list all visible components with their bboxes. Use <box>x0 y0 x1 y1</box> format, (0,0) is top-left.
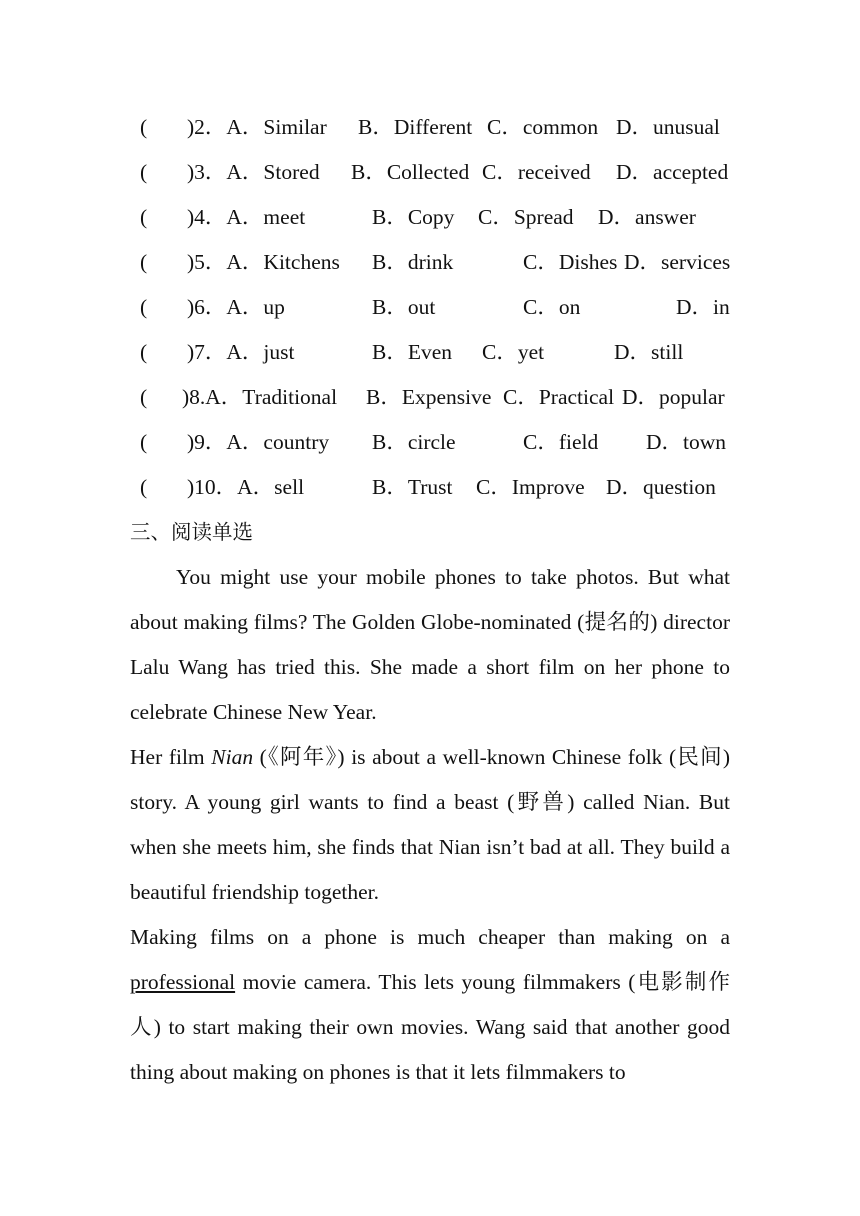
section-heading: 三、阅读单选 <box>130 520 253 544</box>
question-option-d: D．in <box>676 295 730 319</box>
question-option-b: B．Expensive <box>366 385 492 409</box>
question-option-b: B．Different <box>358 115 473 139</box>
question-line <box>130 195 730 240</box>
question-option-c: C．common <box>487 115 599 139</box>
question-line <box>130 375 730 420</box>
question-option-a: )4．A．meet <box>187 205 306 229</box>
question-option-c: C．Spread <box>478 205 574 229</box>
question-option-b: B．circle <box>372 430 456 454</box>
question-line <box>130 105 730 150</box>
question-option-a: )7．A．just <box>187 340 295 364</box>
question-option-d: D．question <box>606 475 716 499</box>
answer-paren: ( <box>140 430 148 454</box>
film-title: Nian <box>211 745 254 769</box>
question-option-a: )3．A．Stored <box>187 160 320 184</box>
question-option-d: D．still <box>614 340 684 364</box>
answer-paren: ( <box>140 115 148 139</box>
passage-text: movie camera. This lets young filmmakers (电影制作人) to start making their own movies. Wang said that another good thing about making on phones is that it lets filmmakers to <box>130 970 730 1084</box>
passage-paragraph-1: You might use your mobile phones to take photos. But what about making films? The Golden Globe-nominated (提名的) director Lalu Wang has tried this. She made a short film on her phone to celebrate Chinese New Year. <box>130 565 730 724</box>
reading-passage <box>130 555 730 1095</box>
question-option-c: C．Dishes <box>523 250 618 274</box>
question-option-b: B．Collected <box>351 160 470 184</box>
question-option-b: B．out <box>372 295 436 319</box>
question-option-d: D．unusual <box>616 115 720 139</box>
passage-text: Her film <box>130 745 212 769</box>
passage-text: (《阿年》) is about a well-known Chinese folk (民间) story. A young girl wants to find a beast (野兽) called Nian. But when she meets him, she finds that Nian isn’t bad at all. They build a beautiful friendship together. <box>130 745 730 904</box>
answer-paren: ( <box>140 340 148 364</box>
question-option-a: )5．A．Kitchens <box>187 250 340 274</box>
answer-paren: ( <box>140 205 148 229</box>
passage-paragraph-3 <box>130 915 730 1095</box>
answer-paren: ( <box>140 475 148 499</box>
question-line <box>130 330 730 375</box>
question-option-c: C．field <box>523 430 599 454</box>
question-option-b: B．Trust <box>372 475 453 499</box>
question-option-b: B．Copy <box>372 205 455 229</box>
question-line <box>130 285 730 330</box>
question-option-d: D．services <box>624 250 731 274</box>
question-option-a: )10．A．sell <box>187 475 305 499</box>
question-line <box>130 240 730 285</box>
question-option-c: C．Practical <box>503 385 615 409</box>
question-option-c: C．received <box>482 160 591 184</box>
question-line <box>130 420 730 465</box>
answer-paren: ( <box>140 160 148 184</box>
passage-text: Making films on a phone is much cheaper than making on a <box>130 925 730 949</box>
question-option-c: C．Improve <box>476 475 585 499</box>
question-option-a: )2．A．Similar <box>187 115 327 139</box>
question-option-b: B．Even <box>372 340 453 364</box>
answer-paren: ( <box>140 250 148 274</box>
question-option-c: C．on <box>523 295 581 319</box>
question-option-a: )6．A．up <box>187 295 285 319</box>
question-option-a: )9．A．country <box>187 430 330 454</box>
answer-paren: ( <box>140 385 148 409</box>
underlined-word: professional <box>130 970 236 994</box>
question-option-b: B．drink <box>372 250 454 274</box>
question-option-c: C．yet <box>482 340 545 364</box>
question-option-d: D．town <box>646 430 727 454</box>
question-option-d: D．accepted <box>616 160 729 184</box>
question-option-a: )8.A．Traditional <box>182 385 338 409</box>
question-option-d: D．popular <box>622 385 725 409</box>
passage-paragraph-2 <box>130 735 730 915</box>
question-line <box>130 465 730 510</box>
question-option-d: D．answer <box>598 205 696 229</box>
question-line <box>130 150 730 195</box>
answer-paren: ( <box>140 295 148 319</box>
